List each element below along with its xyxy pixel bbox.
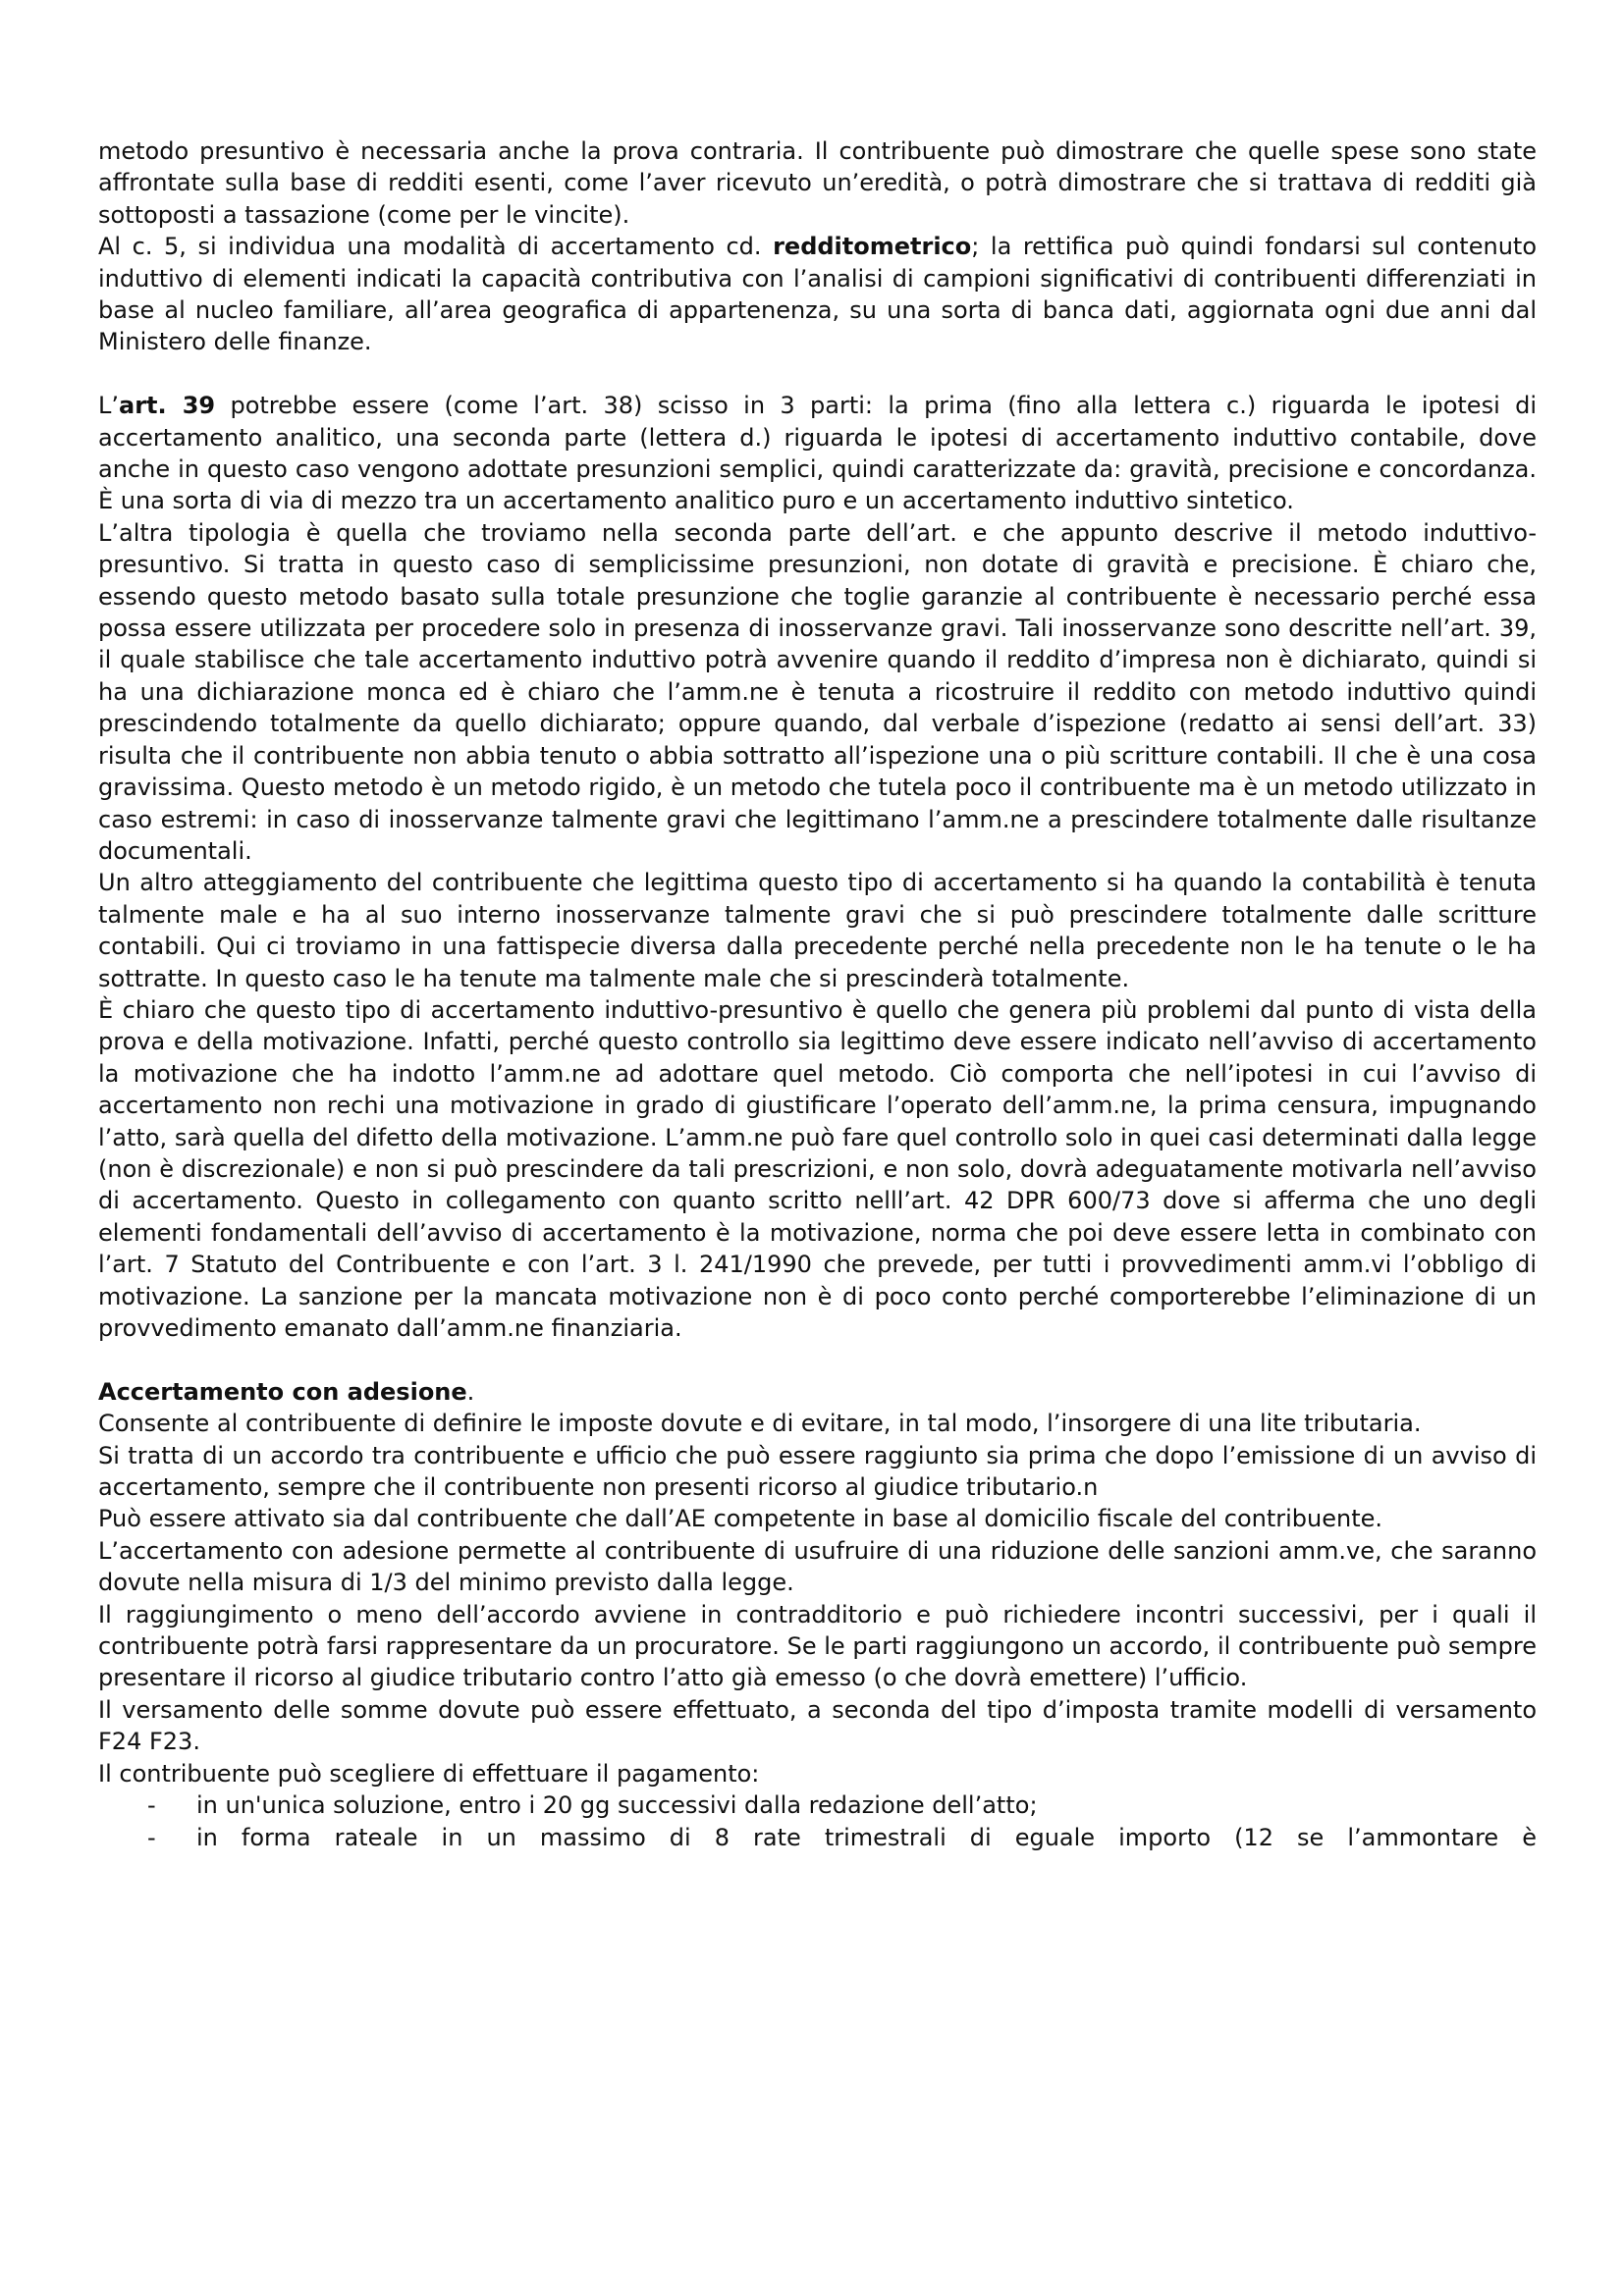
paragraph-accordo: Si tratta di un accordo tra contribuente e ufficio che può essere raggiunto sia prima che dopo l’emissione di un avviso di accertamento, sempre che il contribuente non presenti ricorso al giudice tributario.n [98,1441,1537,1502]
paragraph-art-39 [98,390,1537,517]
paragraph-riduzione-sanzioni: L’accertamento con adesione permette al contribuente di usufruire di una riduzione delle sanzioni amm.ve, che saranno dovute nella misura di 1/3 del minimo previsto dalla legge. [98,1536,1537,1597]
term-redditometrico: redditometrico [773,233,972,261]
paragraph-contradditorio: Il raggiungimento o meno dell’accordo avviene in contradditorio e può richiedere incontri successivi, per i quali il contribuente potrà farsi rappresentare da un procuratore. Se le parti raggiungono un accordo, il contribuente può sempre presentare il ricorso al giudice tributario contro l’atto già emesso (o che dovrà emettere) l’ufficio. [98,1600,1537,1692]
paragraph-gap [98,1344,1537,1375]
section-heading-punct: . [466,1377,475,1406]
paragraph-art-39-post: potrebbe essere (come l’art. 38) scisso in 3 parti: la prima (fino alla lettera c.) riguarda le ipotesi di accertamento analitico, una seconda parte (lettera d.) riguarda le ipotesi di accertamento induttivo contabile, dove anche in questo caso vengono adottate presunzioni semplici, quindi caratterizzate da: gravità, precisione e concordanza. È una sorta di via di mezzo tra un accertamento analitico puro e un accertamento induttivo sintetico. [98,392,1538,515]
document-page [98,135,1537,1853]
section-heading-title: Accertamento con adesione [98,1377,467,1406]
paragraph-prova-contraria: metodo presuntivo è necessaria anche la prova contraria. Il contribuente può dimostrare che quelle spese sono state affrontate sulla base di redditi esenti, come l’aver ricevuto un’eredità, o potrà dimostrare che si trattava di redditi già sottoposti a tassazione (come per le vincite). [98,137,1537,229]
section-heading [98,1376,1537,1408]
paragraph-motivazione: È chiaro che questo tipo di accertamento induttivo-presuntivo è quello che genera più problemi dal punto di vista della prova e della motivazione. Infatti, perché questo controllo sia legittimo deve essere indicato nell’avviso di accertamento la motivazione che ha indotto l’amm.ne ad adottare quel metodo. Ciò comporta che nell’ipotesi in cui l’avviso di accertamento non rechi una motivazione in grado di giustificare l’operato dell’amm.ne, la prima censura, impugnando l’atto, sarà quella del difetto della motivazione. L’amm.ne può fare quel controllo solo in quei casi determinati dalla legge (non è discrezionale) e non si può prescindere da tali prescrizioni, e non solo, dovrà adeguatamente motivarla nell’avviso di accertamento. Questo in collegamento con quanto scritto nelll’art. 42 DPR 600/73 dove si afferma che uno degli elementi fondamentali dell’avviso di accertamento è la motivazione, norma che poi deve essere letta in combinato con l’art. 7 Statuto del Contribuente e con l’art. 3 l. 241/1990 che prevede, per tutti i provvedimenti amm.vi l’obbligo di motivazione. La sanzione per la mancata motivazione non è di poco conto perché comporterebbe l’eliminazione di un provvedimento emanato dall’amm.ne finanziaria. [98,995,1537,1343]
list-dash: - [147,1791,156,1820]
paragraph-induttivo-presuntivo: L’altra tipologia è quella che troviamo nella seconda parte dell’art. e che appunto descrive il metodo induttivo-presuntivo. Si tratta in questo caso di semplicissime presunzioni, non dotate di gravità e precisione. È chiaro che, essendo questo metodo basato sulla totale presunzione che toglie garanzie al contribuente è necessario perché essa possa essere utilizzata per procedere solo in presenza di inosservanze gravi. Tali inosservanze sono descritte nell’art. 39, il quale stabilisce che tale accertamento induttivo potrà avvenire quando il reddito d’impresa non è dichiarato, quindi si ha una dichiarazione monca ed è chiaro che l’amm.ne è tenuta a ricostruire il reddito con metodo induttivo quindi prescindendo totalmente da quello dichiarato; oppure quando, dal verbale d’ispezione (redatto ai sensi dell’art. 33) risulta che il contribuente non abbia tenuto o abbia sottratto all’ispezione una o più scritture contabili. Il che è una cosa gravissima. Questo metodo è un metodo rigido, è un metodo che tutela poco il contribuente ma è un metodo utilizzato in caso estremi: in caso di inosservanze talmente gravi che legittimano l’amm.ne a prescindere totalmente dalle risultanze documentali. [98,518,1537,865]
term-art-39: art. 39 [119,392,216,420]
list-item [98,1789,1537,1821]
list-item [98,1822,1537,1853]
list-dash: - [147,1823,156,1851]
paragraph-gap [98,358,1537,390]
paragraph-pagamento: Il contribuente può scegliere di effettuare il pagamento: [98,1759,760,1788]
paragraph-redditometrico [98,231,1537,358]
paragraph-attivazione: Può essere attivato sia dal contribuente che dall’AE competente in base al domicilio fiscale del contribuente. [98,1505,1383,1533]
paragraph-versamento: Il versamento delle somme dovute può essere effettuato, a seconda del tipo d’imposta tramite modelli di versamento F24 F23. [98,1695,1537,1756]
paragraph-lite-tributaria: Consente al contribuente di definire le imposte dovute e di evitare, in tal modo, l’insorgere di una lite tributaria. [98,1410,1422,1438]
paragraph-redditometrico-pre: Al c. 5, si individua una modalità di accertamento cd. [98,233,774,261]
payment-options-list [98,1789,1537,1853]
list-item-text: in un'unica soluzione, entro i 20 gg successivi dalla redazione dell’atto; [196,1791,1038,1820]
paragraph-art-39-pre: L’ [98,392,119,420]
list-item-text: in forma rateale in un massimo di 8 rate trimestrali di eguale importo (12 se l’ammontare è [196,1823,1537,1851]
paragraph-redditometrico-post: ; la rettifica può quindi fondarsi sul contenuto induttivo di elementi indicati la capacità contributiva con l’analisi di campioni significativi di contribuenti differenziati in base al nucleo familiare, all’area geografica di appartenenza, su una sorta di banca dati, aggiornata ogni due anni dal Ministero delle finanze. [98,233,1538,356]
paragraph-contabilita: Un altro atteggiamento del contribuente che legittima questo tipo di accertamento si ha quando la contabilità è tenuta talmente male e ha al suo interno inosservanze talmente gravi che si può prescindere totalmente dalle scritture contabili. Qui ci troviamo in una fattispecie diversa dalla precedente perché nella precedente non le ha tenute o le ha sottratte. In questo caso le ha tenute ma talmente male che si prescinderà totalmente. [98,869,1537,992]
